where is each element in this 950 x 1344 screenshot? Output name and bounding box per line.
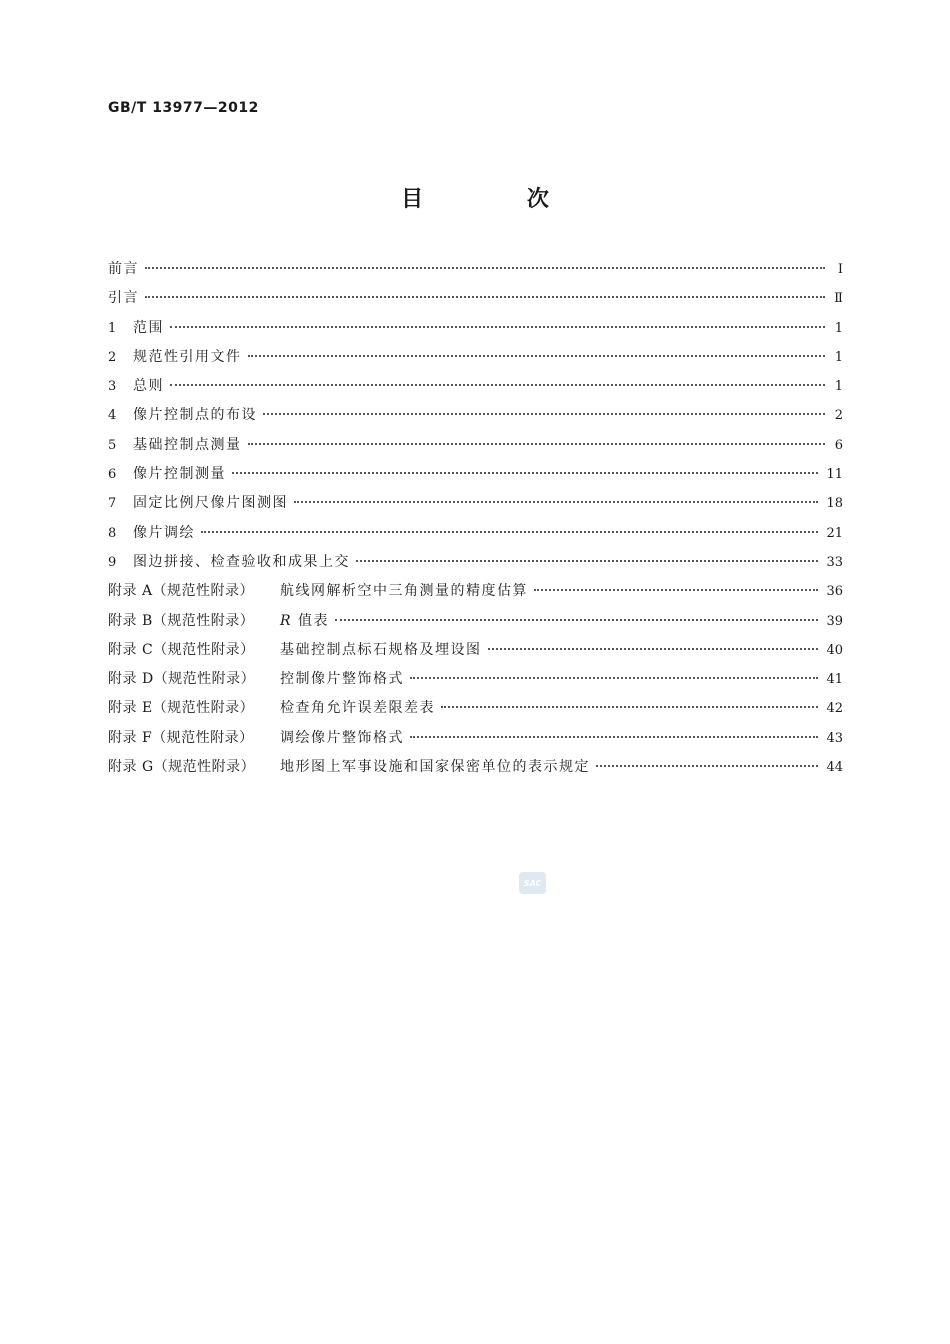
standard-code: GB/T 13977—2012 bbox=[108, 100, 259, 116]
page-title: 目 次 bbox=[401, 187, 597, 212]
toc-entry[interactable] bbox=[108, 522, 843, 551]
toc-entry-number: 2 bbox=[108, 349, 117, 365]
dot-leader bbox=[248, 355, 826, 357]
toc-entry-title: 前言 bbox=[108, 261, 139, 277]
dot-leader bbox=[263, 413, 825, 415]
toc-entry-page-number: 1 bbox=[834, 349, 843, 365]
table-of-contents bbox=[108, 258, 843, 785]
toc-entry-title: 像片调绘 bbox=[133, 524, 195, 541]
toc-entry-page-number: 41 bbox=[826, 672, 843, 688]
toc-entry-annex-label: 附录 G（规范性附录） bbox=[108, 759, 256, 776]
dot-leader bbox=[248, 443, 826, 445]
sac-watermark-logo: SAC bbox=[519, 872, 546, 894]
dot-leader bbox=[170, 326, 825, 328]
toc-entry-title: 调绘像片整饰格式 bbox=[280, 729, 404, 746]
toc-entry-number: 8 bbox=[108, 525, 117, 541]
dot-leader bbox=[410, 677, 818, 679]
toc-entry[interactable] bbox=[108, 580, 843, 609]
toc-entry-annex-label: 附录 B（规范性附录） bbox=[108, 612, 255, 629]
dot-leader bbox=[232, 472, 818, 474]
toc-entry-title: 航线网解析空中三角测量的精度估算 bbox=[280, 583, 528, 600]
toc-entry-number: 1 bbox=[108, 320, 117, 336]
toc-entry-page-number: 36 bbox=[826, 584, 843, 600]
dot-leader bbox=[488, 648, 819, 650]
toc-entry-page-number: 1 bbox=[834, 379, 843, 395]
toc-entry-title: 检查角允许误差限差表 bbox=[280, 700, 435, 717]
toc-entry[interactable] bbox=[108, 434, 843, 463]
toc-entry-title-symbol: R bbox=[280, 612, 293, 629]
dot-leader bbox=[170, 384, 825, 386]
dot-leader bbox=[294, 501, 818, 503]
toc-entry-title: 地形图上军事设施和国家保密单位的表示规定 bbox=[280, 759, 590, 776]
toc-entry[interactable] bbox=[108, 610, 843, 639]
toc-entry-page-number: 6 bbox=[834, 437, 843, 453]
toc-entry-title: 总则 bbox=[133, 378, 164, 395]
toc-entry-page-number: 18 bbox=[826, 496, 843, 512]
dot-leader bbox=[410, 736, 818, 738]
dot-leader bbox=[534, 589, 818, 591]
toc-entry-number: 7 bbox=[108, 496, 117, 512]
toc-entry-page-number: 39 bbox=[826, 613, 843, 629]
toc-entry-page-number: Ⅰ bbox=[837, 262, 843, 277]
toc-entry[interactable] bbox=[108, 668, 843, 697]
toc-entry-number: 9 bbox=[108, 554, 117, 570]
toc-entry[interactable] bbox=[108, 551, 843, 580]
toc-entry[interactable] bbox=[108, 404, 843, 433]
toc-entry-annex-label: 附录 C（规范性附录） bbox=[108, 641, 255, 658]
toc-entry-page-number: 33 bbox=[826, 554, 843, 570]
toc-entry-page-number: 1 bbox=[834, 320, 843, 336]
toc-entry-title: 固定比例尺像片图测图 bbox=[133, 495, 288, 512]
toc-entry-page-number: 42 bbox=[826, 701, 843, 717]
toc-entry[interactable] bbox=[108, 317, 843, 346]
dot-leader bbox=[145, 296, 825, 298]
toc-entry-annex-label: 附录 F（规范性附录） bbox=[108, 729, 254, 746]
toc-entry-number: 3 bbox=[108, 379, 117, 395]
toc-entry[interactable] bbox=[108, 697, 843, 726]
toc-entry-annex-label: 附录 E（规范性附录） bbox=[108, 700, 255, 717]
toc-entry-title-text: 值表 bbox=[292, 612, 329, 629]
toc-entry-annex-label: 附录 A（规范性附录） bbox=[108, 583, 255, 600]
toc-entry-number: 6 bbox=[108, 467, 117, 483]
dot-leader bbox=[356, 560, 818, 562]
toc-entry-title: 基础控制点标石规格及埋设图 bbox=[280, 641, 482, 658]
toc-entry[interactable] bbox=[108, 639, 843, 668]
toc-entry-title: 规范性引用文件 bbox=[133, 348, 242, 365]
toc-entry-title: 像片控制点的布设 bbox=[133, 407, 257, 424]
toc-entry-title: 基础控制点测量 bbox=[133, 436, 242, 453]
toc-entry[interactable] bbox=[108, 727, 843, 756]
dot-leader bbox=[145, 267, 825, 269]
toc-entry[interactable] bbox=[108, 346, 843, 375]
toc-entry-title: 图边拼接、检查验收和成果上交 bbox=[133, 553, 350, 570]
dot-leader bbox=[596, 765, 818, 767]
toc-entry[interactable] bbox=[108, 287, 843, 316]
toc-entry[interactable] bbox=[108, 756, 843, 785]
dot-leader bbox=[335, 619, 818, 621]
toc-entry[interactable] bbox=[108, 375, 843, 404]
toc-entry-page-number: Ⅱ bbox=[834, 291, 843, 307]
toc-entry-title: 像片控制测量 bbox=[133, 466, 226, 483]
toc-entry[interactable] bbox=[108, 258, 843, 287]
toc-entry-number: 4 bbox=[108, 408, 117, 424]
toc-entry-page-number: 43 bbox=[826, 730, 843, 746]
toc-entry-title: 范围 bbox=[133, 319, 164, 336]
toc-entry[interactable] bbox=[108, 463, 843, 492]
toc-entry-annex-label: 附录 D（规范性附录） bbox=[108, 671, 256, 688]
toc-entry-page-number: 40 bbox=[826, 642, 843, 658]
dot-leader bbox=[201, 531, 818, 533]
toc-entry[interactable] bbox=[108, 492, 843, 521]
toc-entry-title bbox=[280, 610, 329, 630]
toc-entry-number: 5 bbox=[108, 437, 117, 453]
toc-entry-page-number: 2 bbox=[834, 408, 843, 424]
toc-entry-title: 引言 bbox=[108, 290, 139, 307]
dot-leader bbox=[441, 706, 818, 708]
toc-entry-title: 控制像片整饰格式 bbox=[280, 671, 404, 688]
toc-entry-page-number: 21 bbox=[826, 525, 843, 541]
toc-entry-page-number: 11 bbox=[826, 467, 843, 483]
toc-entry-page-number: 44 bbox=[826, 760, 843, 776]
